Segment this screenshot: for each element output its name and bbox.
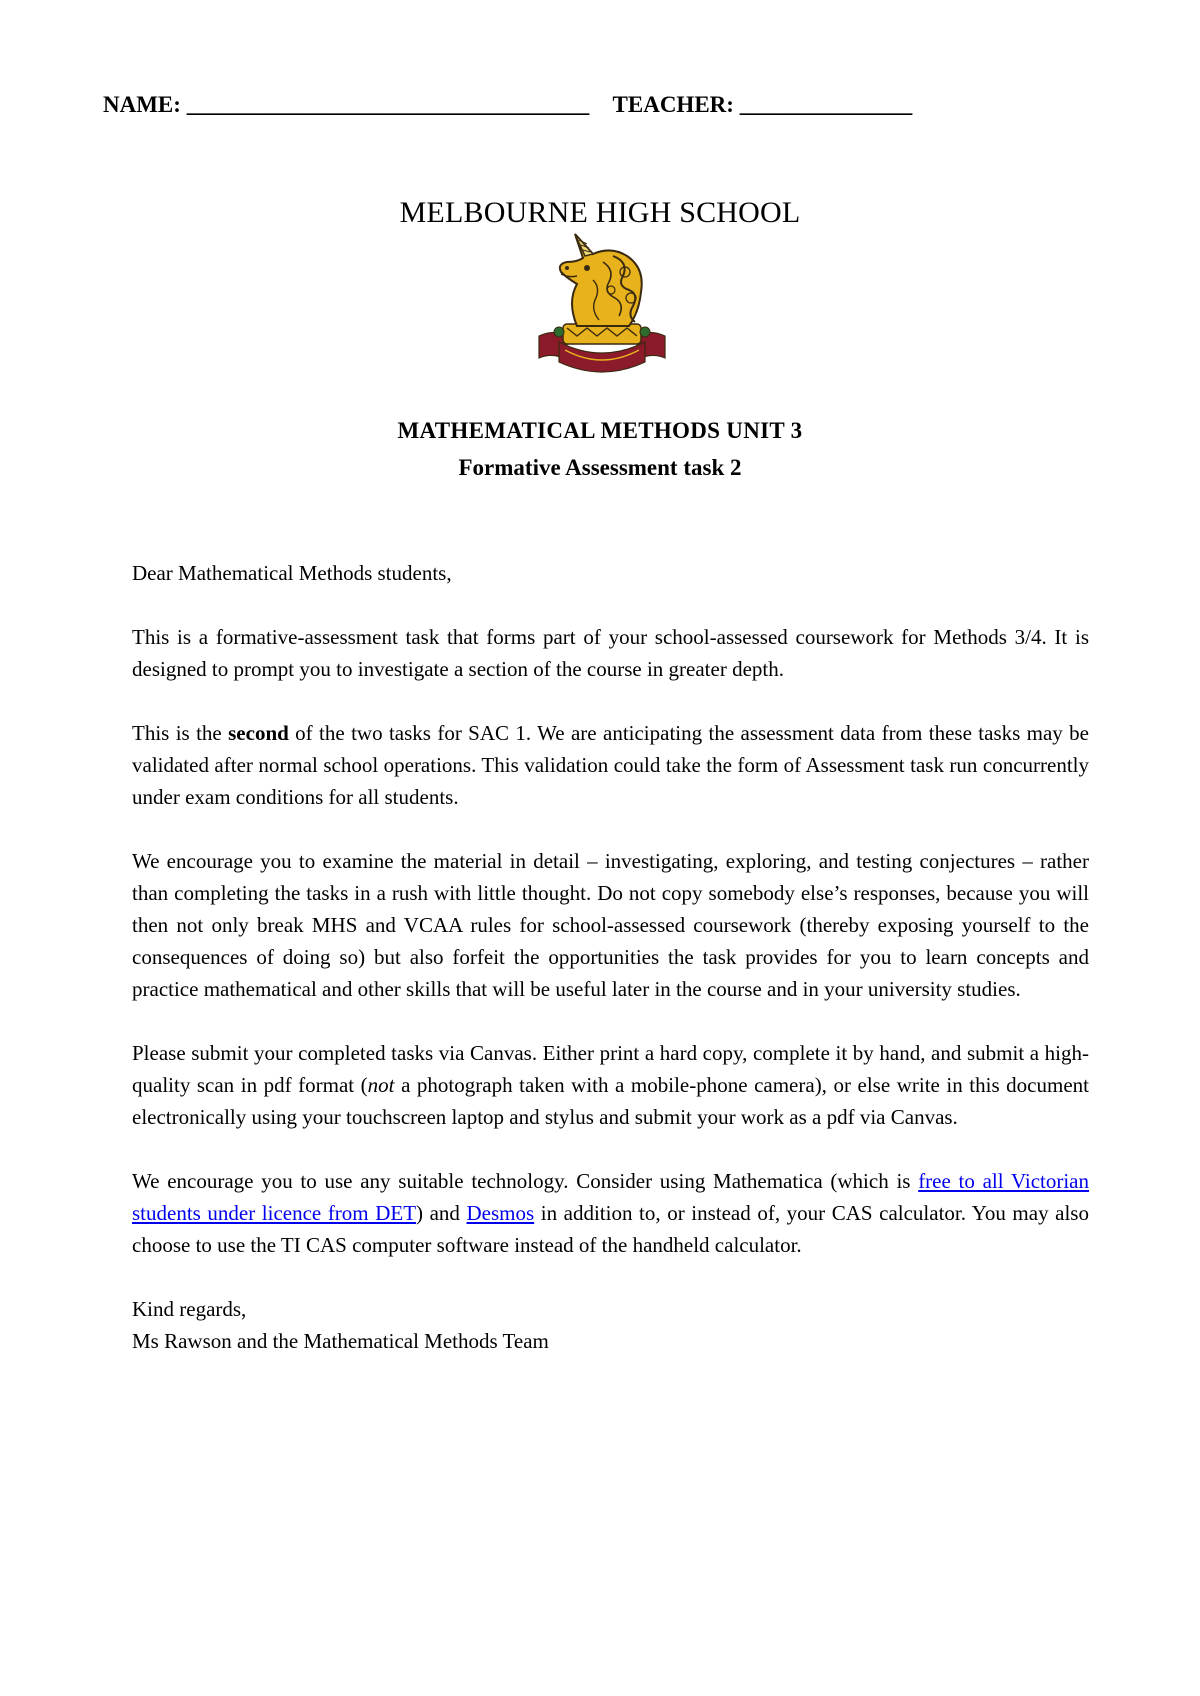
school-crest-logo: [537, 232, 667, 378]
name-blank[interactable]: ___________________________________: [186, 92, 590, 117]
desmos-link[interactable]: Desmos: [466, 1201, 535, 1225]
letter-greeting: Dear Mathematical Methods students,: [132, 561, 452, 585]
header-fields: [103, 92, 1103, 118]
letter-paragraph-1: This is a formative-assessment task that forms part of your school-assessed coursework for Methods 3/4. It is designed to prompt you to investigate a section of the course in greater depth.: [132, 625, 1089, 681]
letter-paragraph-5: We encourage you to use any suitable technology. Consider using Mathematica (which is free to all Victorian students under licence from DET) and Desmos in addition to, or instead of, your CAS calculator. You may also choose to use the TI CAS computer software instead of the handheld calculator.: [132, 1169, 1089, 1257]
task-title: Formative Assessment task 2: [458, 455, 742, 480]
letter-paragraph-4: Please submit your completed tasks via Canvas. Either print a hard copy, complete it by hand, and submit a high-quality scan in pdf format (not a photograph taken with a mobile-phone camera), or else write in this document electronically using your touchscreen laptop and stylus and submit your work as a pdf via Canvas.: [132, 1041, 1089, 1129]
school-name: MELBOURNE HIGH SCHOOL: [399, 196, 801, 229]
mathematica-licence-link[interactable]: free to all Victorian students under licence from DET: [132, 1169, 1089, 1225]
emphasis-second: second: [228, 721, 289, 745]
subject-title: MATHEMATICAL METHODS UNIT 3: [397, 418, 803, 443]
letter-signature: Ms Rawson and the Mathematical Methods Team: [132, 1329, 549, 1353]
letter-body: [132, 557, 1089, 1357]
name-label: NAME:: [103, 92, 181, 117]
crest-unicorn-head: [560, 234, 642, 326]
teacher-blank[interactable]: _______________: [739, 92, 913, 117]
teacher-label: TEACHER:: [612, 92, 734, 117]
letter-closing: Kind regards,: [132, 1297, 247, 1321]
letter-paragraph-3: We encourage you to examine the material in detail – investigating, exploring, and testing conjectures – rather than completing the tasks in a rush with little thought. Do not copy somebody else’s responses, because you will then not only break MHS and VCAA rules for school-assessed coursework (thereby exposing yourself to the consequences of doing so) but also forfeit the opportunities the task provides for you to learn concepts and practice mathematical and other skills that will be useful later in the course and in your university studies.: [132, 849, 1089, 1001]
emphasis-not: not: [367, 1073, 395, 1097]
letter-paragraph-2: This is the second of the two tasks for SAC 1. We are anticipating the assessment data from these tasks may be validated after normal school operations. This validation could take the form of Assessment task run concurrently under exam conditions for all students.: [132, 721, 1090, 809]
